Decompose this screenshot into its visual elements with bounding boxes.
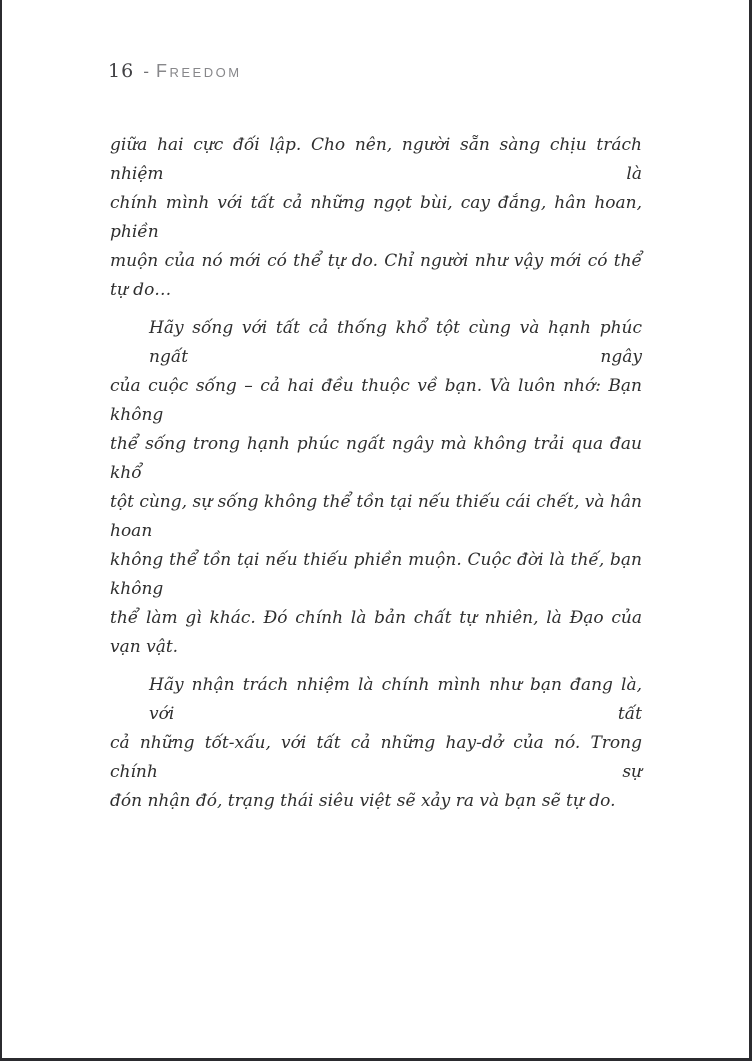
book-title: Freedom: [155, 61, 242, 81]
text-line: Hãy nhận trách nhiệm là chính mình như bạn đang là, với tất: [149, 675, 642, 724]
text-line: của cuộc sống – cả hai đều thuộc về bạn. Và luôn nhớ: Bạn không: [110, 376, 642, 425]
text-line: tột cùng, sự sống không thể tồn tại nếu thiếu cái chết, và hân hoan: [110, 492, 642, 541]
running-header: [108, 60, 242, 82]
header-separator: -: [143, 62, 149, 81]
text-line: Hãy sống với tất cả thống khổ tột cùng và hạnh phúc ngất ngây: [149, 318, 642, 367]
text-line: không thể tồn tại nếu thiếu phiền muộn. Cuộc đời là thế, bạn không: [110, 550, 642, 599]
paragraph: [110, 671, 642, 816]
text-line: chính mình với tất cả những ngọt bùi, cay đắng, hân hoan, phiền: [110, 193, 642, 242]
text-line: đón nhận đó, trạng thái siêu việt sẽ xảy ra và bạn sẽ tự do.: [110, 791, 616, 811]
text-block: [110, 131, 642, 816]
text-line: muộn của nó mới có thể tự do. Chỉ người như vậy mới có thể tự do…: [110, 251, 642, 300]
paragraph: [110, 131, 642, 305]
paragraph: [110, 314, 642, 662]
text-line: thể sống trong hạnh phúc ngất ngây mà không trải qua đau khổ: [110, 434, 642, 483]
text-line: giữa hai cực đối lập. Cho nên, người sẵn sàng chịu trách nhiệm là: [110, 135, 642, 184]
page-number: 16: [108, 60, 135, 82]
text-line: thể làm gì khác. Đó chính là bản chất tự nhiên, là Đạo của vạn vật.: [110, 608, 642, 657]
text-line: cả những tốt-xấu, với tất cả những hay-dở của nó. Trong chính sự: [110, 733, 642, 782]
